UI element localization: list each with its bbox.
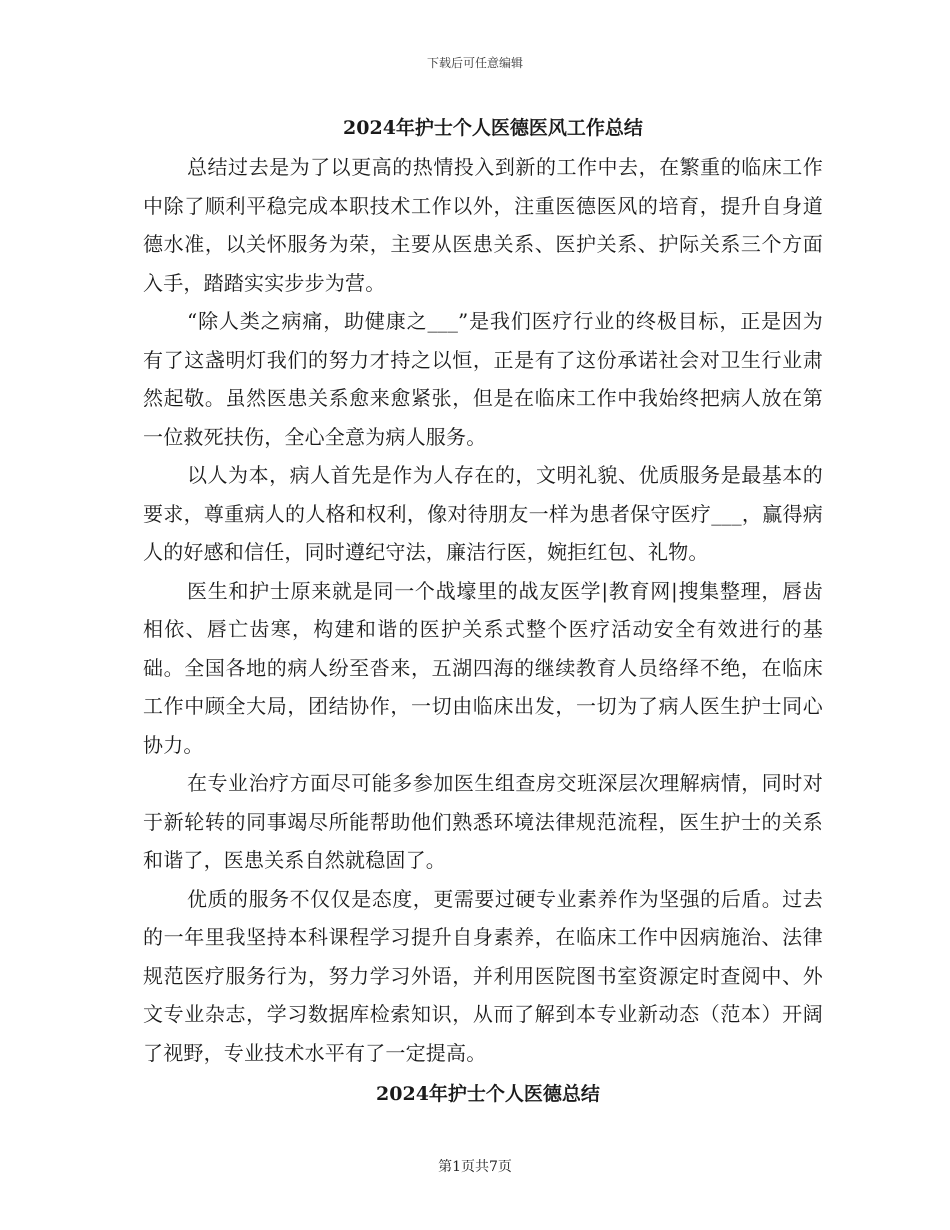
document-body	[143, 108, 823, 1114]
paragraph-3: 以人为本，病人首先是作为人存在的，文明礼貌、优质服务是最基本的要求，尊重病人的人格和权利，像对待朋友一样为患者保守医疗___，赢得病人的好感和信任，同时遵纪守法，廉洁行医，婉拒红包、礼物。	[143, 463, 823, 564]
paragraph-5: 在专业治疗方面尽可能多参加医生组查房交班深层次理解病情，同时对于新轮转的同事竭尽所能帮助他们熟悉环境法律规范流程，医生护士的关系和谐了，医患关系自然就稳固了。	[143, 771, 823, 872]
paragraph-2: “除人类之病痛，助健康之___”是我们医疗行业的终极目标，正是因为有了这盏明灯我们的努力才持之以恒，正是有了这份承诺社会对卫生行业肃然起敬。虽然医患关系愈来愈紧张，但是在临床工作中我始终把病人放在第一位救死扶伤，全心全意为病人服务。	[143, 309, 823, 449]
paragraph-4: 医生和护士原来就是同一个战壕里的战友医学|教育网|搜集整理，唇齿相依、唇亡齿寒，构建和谐的医护关系式整个医疗活动安全有效进行的基础。全国各地的病人纷至沓来，五湖四海的继续教育人员络绎不绝，在临床工作中顾全大局，团结协作，一切由临床出发，一切为了病人医生护士同心协力。	[143, 578, 823, 757]
section-subtitle: 2024年护士个人医德总结	[376, 1083, 600, 1105]
paragraph-6: 优质的服务不仅仅是态度，更需要过硬专业素养作为坚强的后盾。过去的一年里我坚持本科课程学习提升自身素养，在临床工作中因病施治、法律规范医疗服务行为，努力学习外语，并利用医院图书室资源定时查阅中、外文专业杂志，学习数据库检索知识，从而了解到本专业新动态（范本）开阔了视野，专业技术水平有了一定提高。	[143, 886, 823, 1065]
header-note: 下载后可任意编辑	[426, 56, 523, 70]
paragraph-1: 总结过去是为了以更高的热情投入到新的工作中去，在繁重的临床工作中除了顺利平稳完成本职技术工作以外，注重医德医风的培育，提升自身道德水准，以关怀服务为荣，主要从医患关系、医护关系、护际关系三个方面入手，踏踏实实步步为营。	[143, 155, 823, 295]
document-title: 2024年护士个人医德医风工作总结	[343, 117, 643, 139]
page-number: 第1页共7页	[438, 1159, 512, 1175]
